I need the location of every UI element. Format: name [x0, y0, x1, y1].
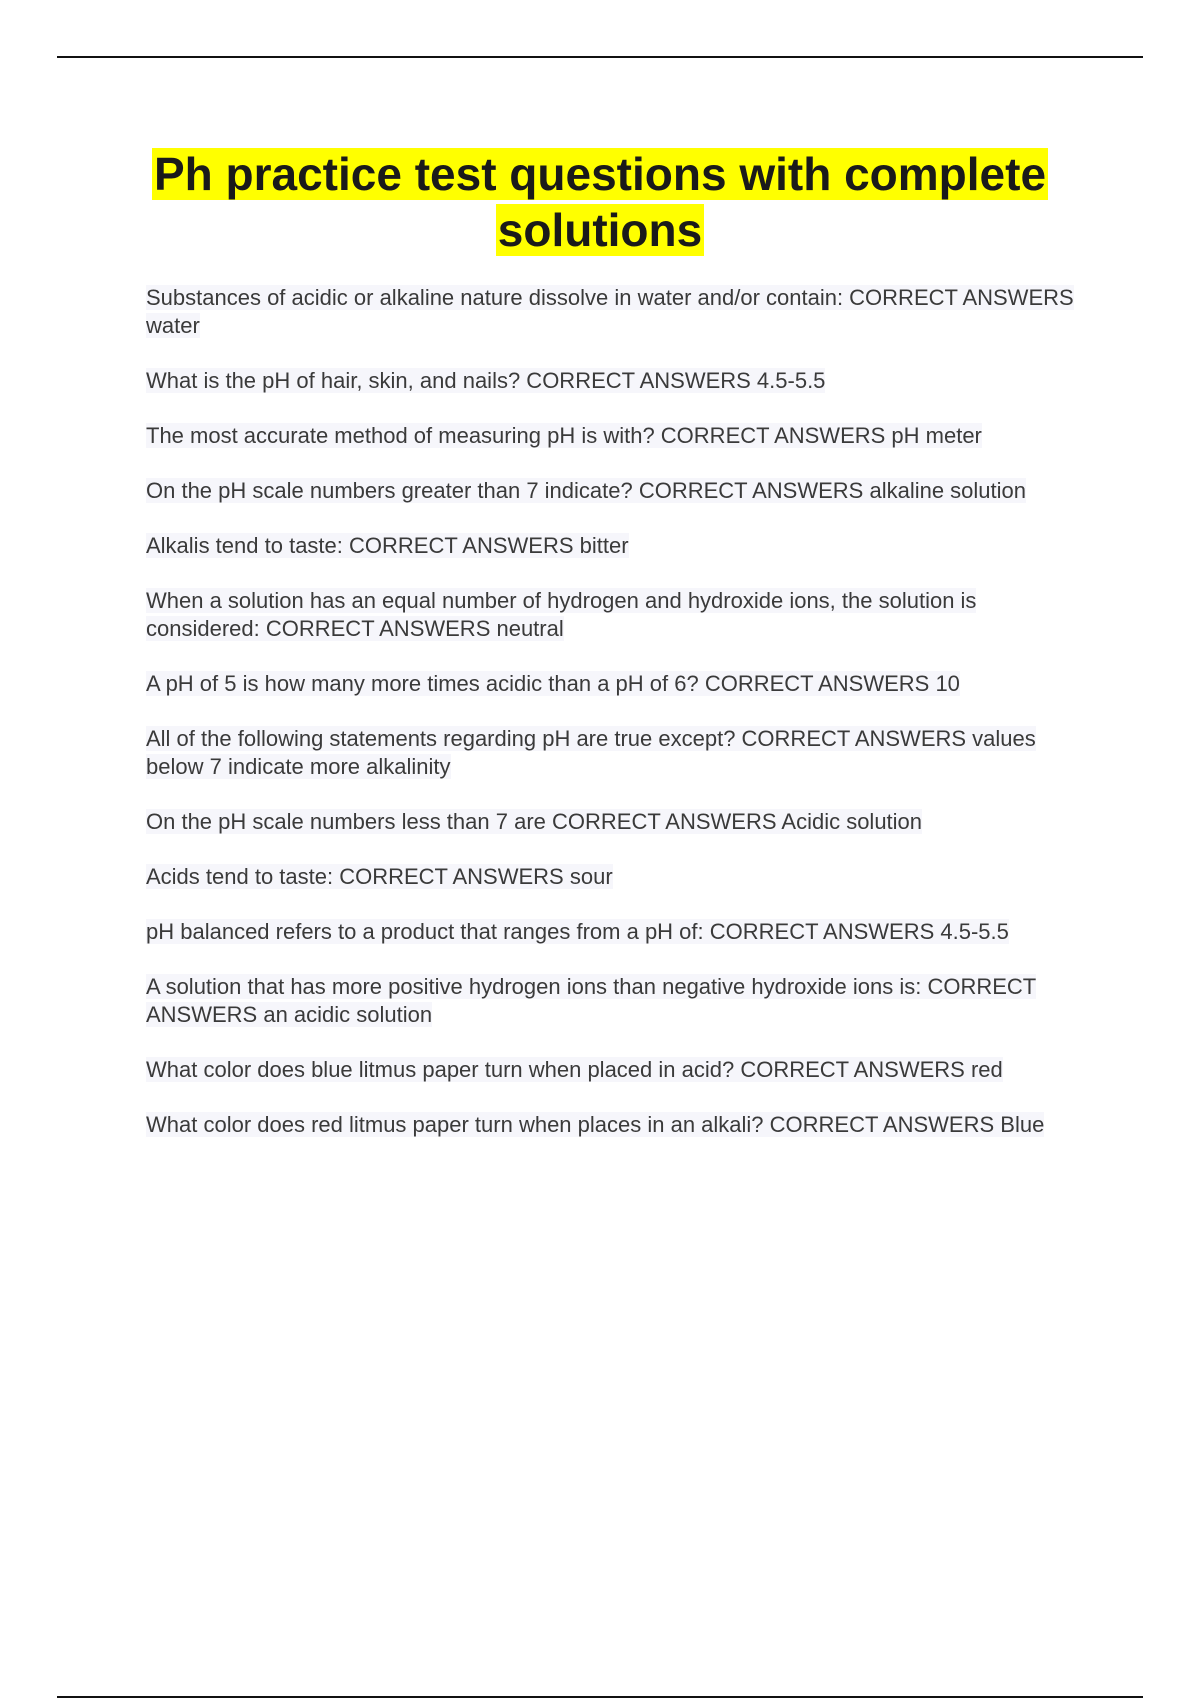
list-item — [146, 284, 1086, 340]
list-item — [146, 1111, 1086, 1139]
qa-text: A solution that has more positive hydrogen ions than negative hydroxide ions is: CORRECT ANSWERS an acidic solution — [146, 974, 1037, 1027]
list-item — [146, 532, 1086, 560]
list-item — [146, 973, 1086, 1029]
qa-text: The most accurate method of measuring pH is with? CORRECT ANSWERS pH meter — [146, 423, 982, 448]
list-item — [146, 422, 1086, 450]
list-item — [146, 1056, 1086, 1084]
top-rule — [57, 56, 1143, 58]
qa-text: A pH of 5 is how many more times acidic than a pH of 6? CORRECT ANSWERS 10 — [146, 671, 960, 696]
list-item — [146, 863, 1086, 891]
list-item — [146, 808, 1086, 836]
qa-text: Acids tend to taste: CORRECT ANSWERS sour — [146, 864, 613, 889]
qa-text: What is the pH of hair, skin, and nails? CORRECT ANSWERS 4.5-5.5 — [146, 368, 826, 393]
qa-text: On the pH scale numbers less than 7 are CORRECT ANSWERS Acidic solution — [146, 809, 923, 834]
page-title-text: Ph practice test questions with complete solutions — [153, 148, 1047, 256]
qa-text: What color does red litmus paper turn when places in an alkali? CORRECT ANSWERS Blue — [146, 1112, 1045, 1137]
qa-list — [146, 284, 1086, 1166]
qa-text: Substances of acidic or alkaline nature dissolve in water and/or contain: CORRECT ANSWERS water — [146, 285, 1074, 338]
qa-text: When a solution has an equal number of hydrogen and hydroxide ions, the solution is considered: CORRECT ANSWERS neutral — [146, 588, 977, 641]
qa-text: Alkalis tend to taste: CORRECT ANSWERS bitter — [146, 533, 629, 558]
qa-text: pH balanced refers to a product that ranges from a pH of: CORRECT ANSWERS 4.5-5.5 — [146, 919, 1009, 944]
qa-text: What color does blue litmus paper turn when placed in acid? CORRECT ANSWERS red — [146, 1057, 1003, 1082]
qa-text: All of the following statements regarding pH are true except? CORRECT ANSWERS values below 7 indicate more alkalinity — [146, 726, 1036, 779]
title-block — [100, 146, 1100, 258]
list-item — [146, 367, 1086, 395]
bottom-rule — [57, 1696, 1143, 1698]
qa-text: On the pH scale numbers greater than 7 indicate? CORRECT ANSWERS alkaline solution — [146, 478, 1027, 503]
list-item — [146, 725, 1086, 781]
list-item — [146, 670, 1086, 698]
list-item — [146, 587, 1086, 643]
list-item — [146, 477, 1086, 505]
page-title — [152, 148, 1048, 256]
list-item — [146, 918, 1086, 946]
